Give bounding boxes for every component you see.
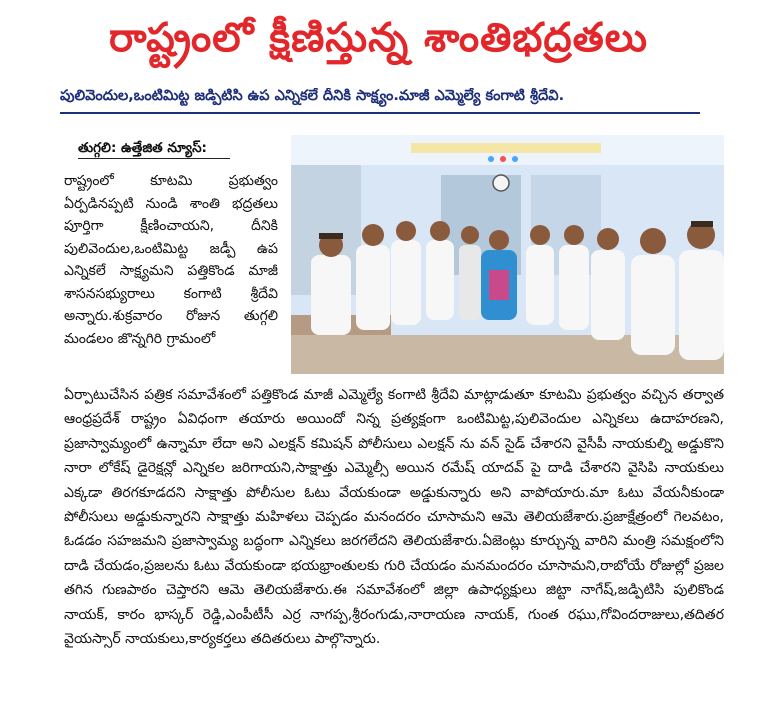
press-meet-photo <box>291 135 724 374</box>
dateline-underline <box>78 158 230 159</box>
article-column-text <box>64 170 278 350</box>
full-paragraph: ఏర్పాటుచేసిన పత్రిక సమావేశంలో పత్తికొండ మాజీ ఎమ్మెల్యే కంగాటి శ్రీదేవి మాట్లాడుతూ కూటమి ప్రభుత్వం వచ్చిన తర్వాత ఆంధ్రప్రదేశ్ రాష్ట్రం ఏవిధంగా తయారు అయిందో నిన్న ప్రత్యక్షంగా ఒంటిమిట్ట,పులివెందుల ఎన్నికలు ఉదాహరణని, ప్రజాస్వామ్యంలో ఉన్నామా లేదా అని ఎలక్షన్ కమిషన్ పోలీసులు ఎలక్షన్ ను వన్ సైడ్ చేశారని వైసీపీ నాయకుల్ని అడ్డుకొని నారా లోకేష్ డైరెక్షన్లో ఎన్నికల జరిగాయని,సాక్షాత్తు ఎమ్మెల్సీ అయిన రమేష్ యాదవ్ పై దాడి చేశారని వైసిపి నాయకులు ఎక్కడా తిరగకూడదని సాక్షాత్తు పోలీసుల ఓటు వేయకుండా అడ్డుకున్నారు అని వాపోయారు.మా ఓటు వేయనీకుండా పోలీసులు అడ్డుకున్నారని సాక్షాత్తు మహిళలు చెప్పడం మనందరం చూసామని ఆమె తెలియజేశారు.ప్రజాక్షేత్రంలో గెలవటం, ఓడడం సహజమని ప్రజాస్వామ్య బద్ధంగా ఎన్నికలు జరగలేదని తెలియజేశారు.ఏజెంట్లు కూర్చున్న వారిని మంత్రి సమక్షంలోని దాడి చేయడం,ప్రజలను ఓటు వేయకుండా భయభ్రాంతులకు గురి చేయడం మనమందరం చూసామని,రాబోయే రోజుల్లో ప్రజల తగిన గుణపాఠం చెప్తారని ఆమె తెలియజేశారు.ఈ సమావేశంలో జిల్లా ఉపాధ్యక్షులు జిట్టా నాగేష్,జడ్పిటిసి పులికొండ నాయక్, కారం భాస్కర్ రెడ్డి,ఎంపీటీసీ ఎర్ర నాగప్ప,శ్రీరంగుడు,నారాయణ నాయక్, గుంత రఘు,గోవిందరాజులు,తదితర వైయస్సార్ నాయకులు,కార్యకర్తలు తదితరులు పాల్గొన్నారు. <box>64 387 724 648</box>
photo-illustration <box>291 135 724 374</box>
dateline: తుగ్గలి: ఉత్తేజిత న్యూస్: <box>78 140 207 156</box>
headline: రాష్ట్రంలో క్షీణిస్తున్న శాంతిభద్రతలు <box>108 14 648 61</box>
article-full-text <box>64 383 724 651</box>
column-paragraph: రాష్ట్రంలో కూటమి ప్రభుత్వం ఏర్పడినప్పటి నుండి శాంతి భద్రతలు పూర్తిగా క్షీణించాయని, దీనికి పులివెందుల,ఒంటిమిట్ట జడ్పీ ఉప ఎన్నికలే సాక్ష్యమని పత్తికొండ మాజీ శాసనసభ్యురాలు కంగాటి శ్రీదేవి అన్నారు.శుక్రవారం రోజున తుగ్గలి మండలం జొన్నగిరి గ్రామంలో <box>64 173 278 347</box>
subheadline-divider <box>60 112 700 114</box>
subheadline: పులివెందుల,ఒంటిమిట్ట జడ్పిటిసి ఉప ఎన్నికలే దీనికి సాక్ష్యం.మాజీ ఎమ్మెల్యే కంగాటి శ్రీదేవి. <box>60 88 565 104</box>
